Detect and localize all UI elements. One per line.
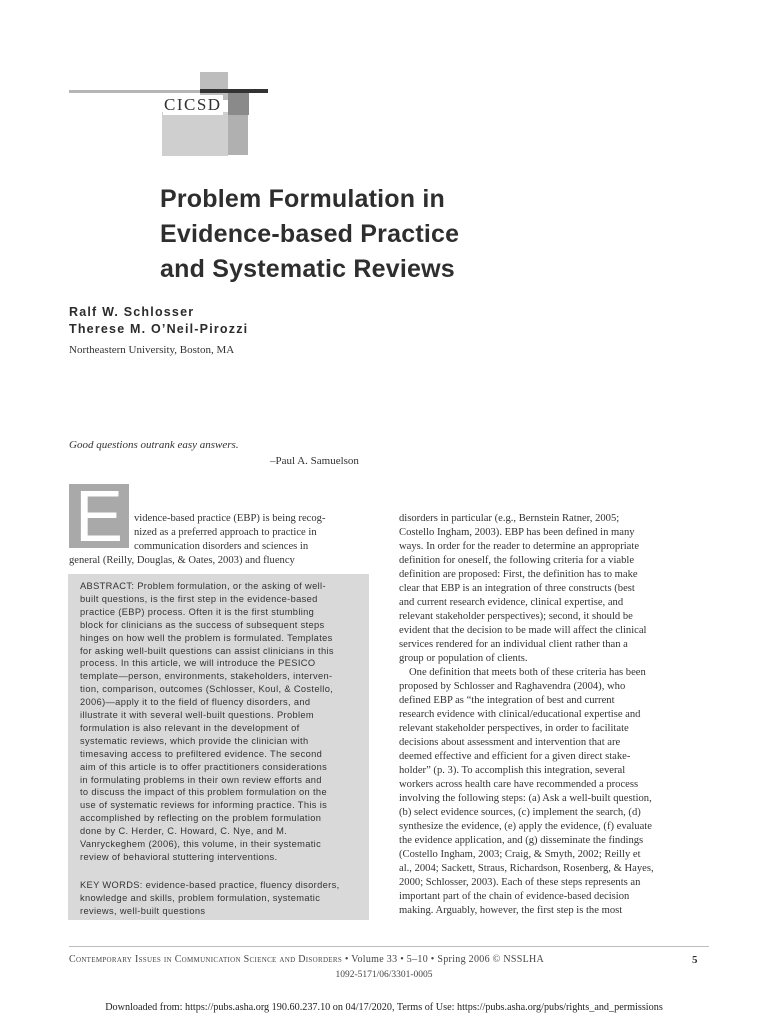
affiliation: Northeastern University, Boston, MA (69, 344, 235, 356)
body-line: and current research evidence, clinical expertise, and (399, 597, 624, 608)
body-line: (Costello Ingham, 2003; Craig, & Smyth, 2002; Reilly et (399, 849, 641, 860)
abstract-line: illustrate it with several well-built questions. Problem (80, 710, 315, 720)
body-line: One definition that meets both of these criteria has been (409, 667, 646, 678)
body-line: making. Arguably, however, the first step is the most (399, 905, 623, 916)
body-line: nized as a preferred approach to practice in (134, 527, 317, 538)
body-line: ways. In order for the reader to determine an appropriate (399, 541, 640, 552)
abstract-line: built questions, is the first step in the evidence-based (80, 593, 318, 604)
footer-rule (69, 946, 709, 947)
abstract-line: tion, comparison, outcomes (Schlosser, Koul, & Costello, (80, 684, 334, 695)
abstract-line: for asking well-built questions can assist clinicians in this (80, 645, 334, 656)
logo-square-mid (228, 115, 248, 155)
body-line: proposed by Schlosser and Raghavendra (2004), who (399, 681, 626, 692)
logo-text: CICSD (164, 95, 222, 114)
body-line: 2000; Schlosser, 2003). Each of these steps represents an (399, 877, 641, 888)
abstract-line: in formulating problems in their own review efforts and (80, 774, 322, 785)
title-line: and Systematic Reviews (160, 255, 455, 283)
abstract-line: review of behavioral stuttering interventions. (80, 851, 278, 862)
body-line: workers across health care have recommended a process (399, 779, 639, 790)
author-1: Ralf W. Schlosser (69, 305, 195, 319)
body-line: holder” (p. 3). To accomplish this integration, several (399, 765, 626, 776)
epigraph-quote: Good questions outrank easy answers. (69, 439, 239, 451)
body-line: research evidence with clinical/educational expertise and (399, 709, 641, 720)
journal-details: • Volume 33 • 5–10 • Spring 2006 © NSSLHA (342, 954, 545, 965)
epigraph-attribution: –Paul A. Samuelson (270, 455, 359, 467)
logo-square-dark (228, 93, 249, 115)
body-line: services rendered for an individual client rather than a (399, 639, 628, 650)
abstract-line: accomplished by reflecting on the problem formulation (80, 813, 322, 824)
abstract-line: use of systematic reviews for informing practice. This is (80, 800, 328, 811)
abstract-box (68, 574, 369, 920)
abstract-line: timesaving access to prefiltered evidence. The second (80, 748, 323, 759)
body-line: group or population of clients. (399, 653, 528, 664)
body-line: defined EBP as “the integration of best and current (399, 695, 615, 706)
drop-cap-letter: E (74, 477, 124, 557)
issn: 1092-5171/06/3301-0005 (335, 970, 433, 980)
body-line: disorders in particular (e.g., Bernstein Ratner, 2005; (399, 513, 620, 524)
body-line: definition for oneself, the following criteria for a viable (399, 555, 635, 566)
logo-square-main (162, 112, 228, 156)
body-line: general (Reilly, Douglas, & Oates, 2003) and fluency (69, 555, 295, 566)
abstract-line: hinges on how well the problem is formulated. Templates (80, 632, 333, 643)
abstract-line: template—person, environments, stakeholders, interven- (80, 671, 333, 682)
abstract-line: systematic reviews, which provide the clinician with (80, 735, 309, 746)
article-title (160, 182, 580, 287)
abstract-line: to discuss the impact of this problem formulation on the (80, 787, 327, 798)
body-line: (b) select evidence sources, (c) implement the search, (d) (399, 807, 641, 818)
body-line: synthesize the evidence, (e) apply the evidence, (f) evaluate (399, 821, 652, 832)
keywords-line: reviews, well-built questions (80, 905, 206, 916)
body-line: relevant stakeholder perspectives, in order to facilitate (399, 723, 629, 734)
journal-name: Contemporary Issues in Communication Science and Disorders (69, 954, 343, 965)
keywords-line: knowledge and skills, problem formulation, systematic (80, 892, 321, 903)
abstract-line: done by C. Herder, C. Howard, C. Nye, and M. (80, 826, 288, 837)
body-line: evident that the decision to be made will affect the clinical (399, 625, 647, 636)
abstract-line: process. In this article, we will introduce the PESICO (80, 658, 316, 669)
abstract-line: ABSTRACT: Problem formulation, or the asking of well- (80, 581, 326, 591)
body-line: clear that EBP is an integration of three constructs (best (399, 583, 635, 594)
drop-cap (69, 477, 129, 557)
body-line: communication disorders and sciences in (134, 541, 309, 552)
abstract-line: 2006)—apply it to the field of fluency disorders, and (80, 697, 311, 708)
abstract-line: aim of this article is to offer practitioners considerations (80, 761, 328, 772)
abstract-line: Vanryckeghem (2006), this volume, in their systematic (80, 839, 322, 849)
download-notice: Downloaded from: https://pubs.asha.org 190.60.237.10 on 04/17/2020, Terms of Use: https://pubs.asha.org/pubs/rights_and_permissions (105, 1002, 663, 1013)
body-line: definition are proposed: First, the definition has to make (399, 569, 638, 580)
body-line: involving the following steps: (a) Ask a well-built question, (399, 793, 652, 804)
keywords-line: KEY WORDS: evidence-based practice, fluency disorders, (80, 880, 340, 890)
journal-footer (69, 954, 544, 965)
abstract-line: practice (EBP) process. Often it is the first stumbling (80, 606, 315, 617)
body-line: relevant stakeholder perspectives); second, it should be (399, 611, 633, 622)
page-number: 5 (692, 954, 698, 966)
body-line: important part of the chain of evidence-based decision (399, 891, 630, 902)
author-2: Therese M. O’Neil-Pirozzi (69, 322, 249, 336)
title-line: Evidence-based Practice (160, 220, 460, 248)
body-line: al., 2004; Sackett, Straus, Richardson, Rosenberg, & Hayes, (399, 863, 654, 874)
abstract-line: block for clinicians as the success of subsequent steps (80, 619, 325, 630)
body-line: vidence-based practice (EBP) is being recog- (134, 513, 326, 524)
body-line: Costello Ingham, 2003). EBP has been defined in many (399, 527, 635, 538)
abstract-line: formulation is also relevant in the development of (80, 722, 300, 733)
body-line: the evidence application, and (g) disseminate the findings (399, 835, 644, 846)
body-line: deemed effective and efficient for a given direct stake- (399, 751, 631, 762)
body-line: decisions about assessment and intervention that are (399, 737, 621, 748)
title-line: Problem Formulation in (160, 185, 445, 213)
